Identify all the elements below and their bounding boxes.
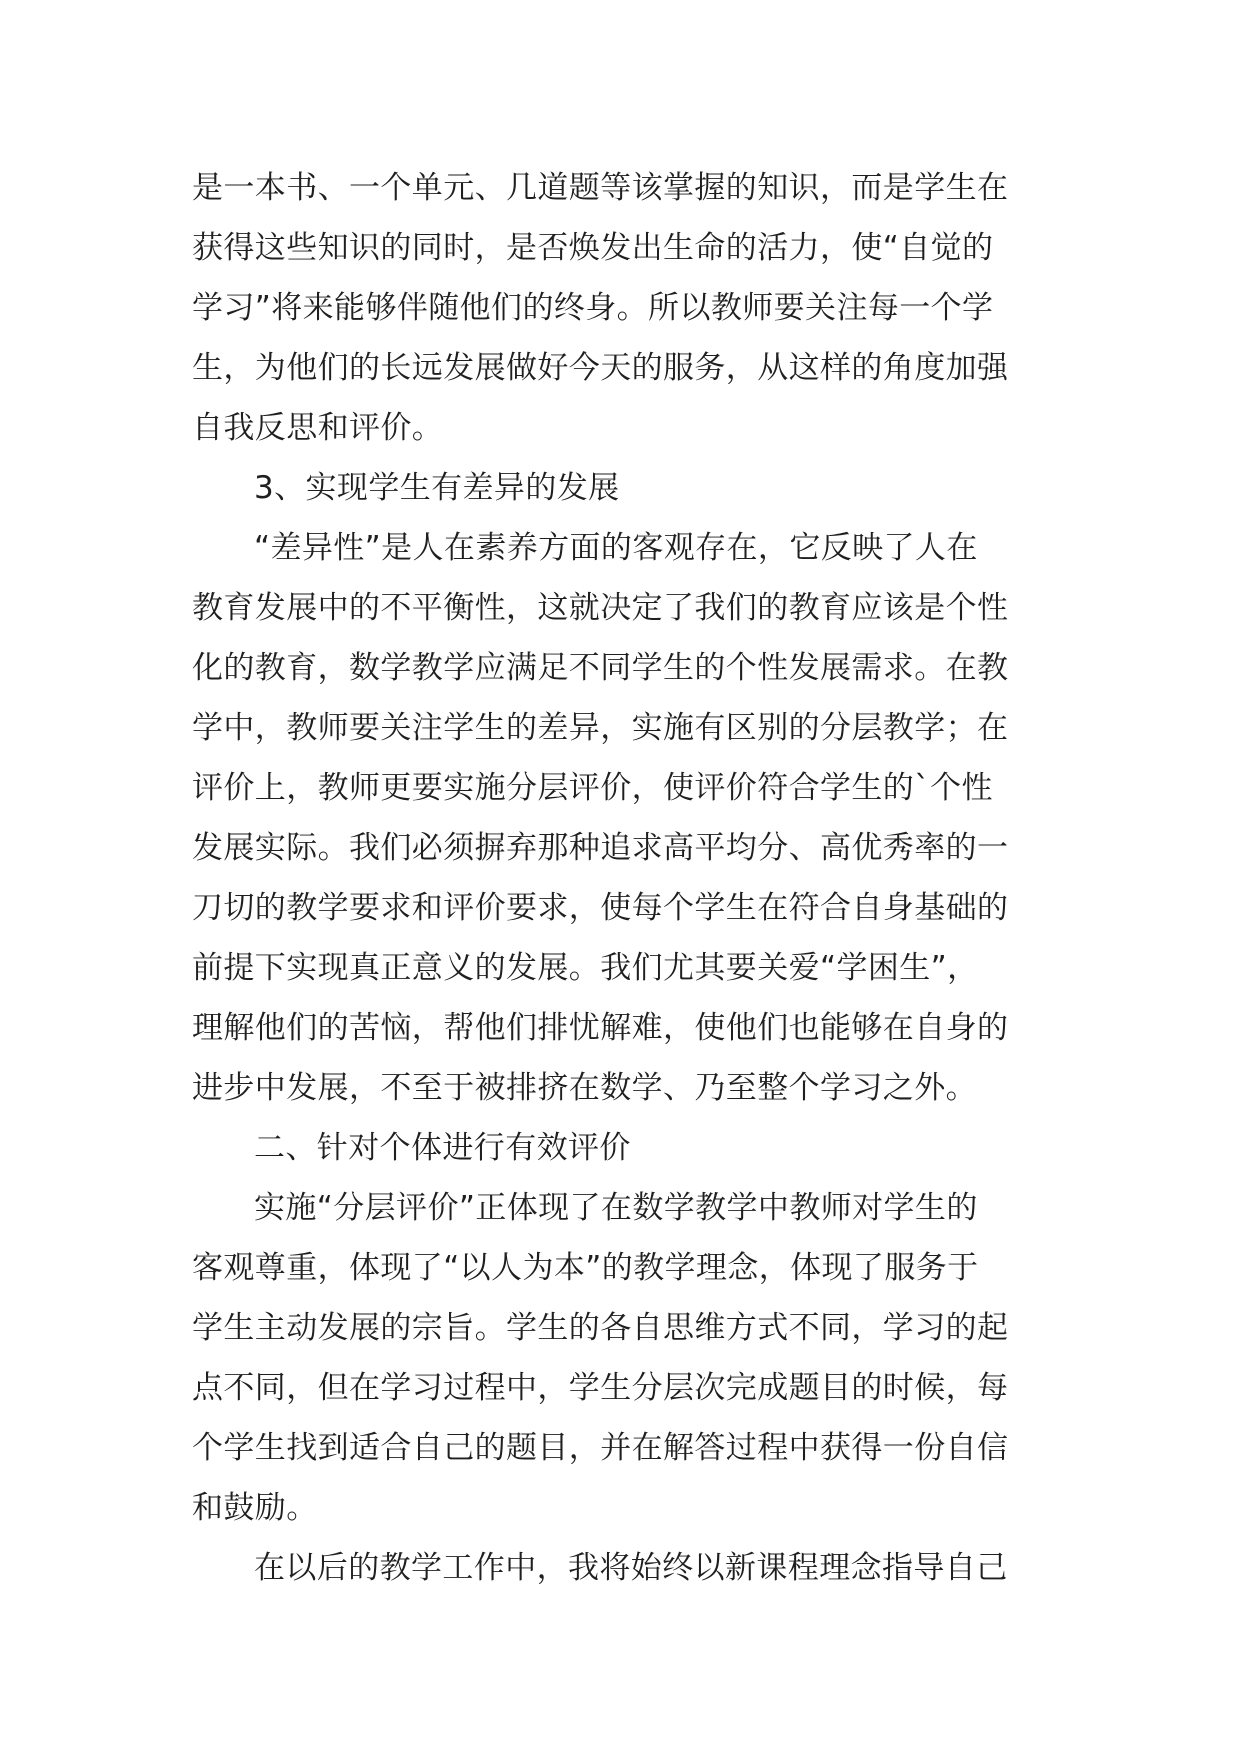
text-line: 实施“分层评价”正体现了在数学教学中教师对学生的 [254,1190,978,1226]
text-line: 个学生找到适合自己的题目，并在解答过程中获得一份自信 [192,1430,1009,1466]
text-line: 学生主动发展的宗旨。学生的各自思维方式不同，学习的起 [192,1310,1009,1346]
text-line: 进步中发展，不至于被排挤在数学、乃至整个学习之外。 [192,1070,977,1106]
text-line: 化的教育，数学教学应满足不同学生的个性发展需求。在教 [192,650,1009,686]
text-line: 发展实际。我们必须摒弃那种追求高平均分、高优秀率的一 [192,830,1009,866]
text-line: 点不同，但在学习过程中，学生分层次完成题目的时候，每 [192,1370,1009,1406]
text-line: 在以后的教学工作中，我将始终以新课程理念指导自己 [254,1550,1008,1586]
text-line: 教育发展中的不平衡性，这就决定了我们的教育应该是个性 [192,590,1009,626]
text-line: 评价上，教师更要实施分层评价，使评价符合学生的`个性 [192,770,993,806]
section-heading: 二、针对个体进行有效评价 [254,1130,631,1166]
text-line: 学中，教师要关注学生的差异，实施有区别的分层教学；在 [192,710,1009,746]
text-line: 获得这些知识的同时，是否焕发出生命的活力，使“自觉的 [192,230,994,266]
text-line: 自我反思和评价。 [192,410,444,446]
text-line: “差异性”是人在素养方面的客观存在，它反映了人在 [254,530,978,566]
text-line: 是一本书、一个单元、几道题等该掌握的知识，而是学生在 [192,170,1009,206]
text-line: 理解他们的苦恼，帮他们排忧解难，使他们也能够在自身的 [192,1010,1009,1046]
text-line: 刀切的教学要求和评价要求，使每个学生在符合自身基础的 [192,890,1009,926]
section-heading: 3、实现学生有差异的发展 [254,470,620,506]
text-line: 前提下实现真正意义的发展。我们尤其要关爱“学困生”， [192,950,979,986]
text-line: 和鼓励。 [192,1490,318,1526]
text-line: 学习”将来能够伴随他们的终身。所以教师要关注每一个学 [192,290,994,326]
document-body [192,158,1054,1598]
text-line: 客观尊重，体现了“以人为本”的教学理念，体现了服务于 [192,1250,979,1286]
text-line: 生，为他们的长远发展做好今天的服务，从这样的角度加强 [192,350,1009,386]
